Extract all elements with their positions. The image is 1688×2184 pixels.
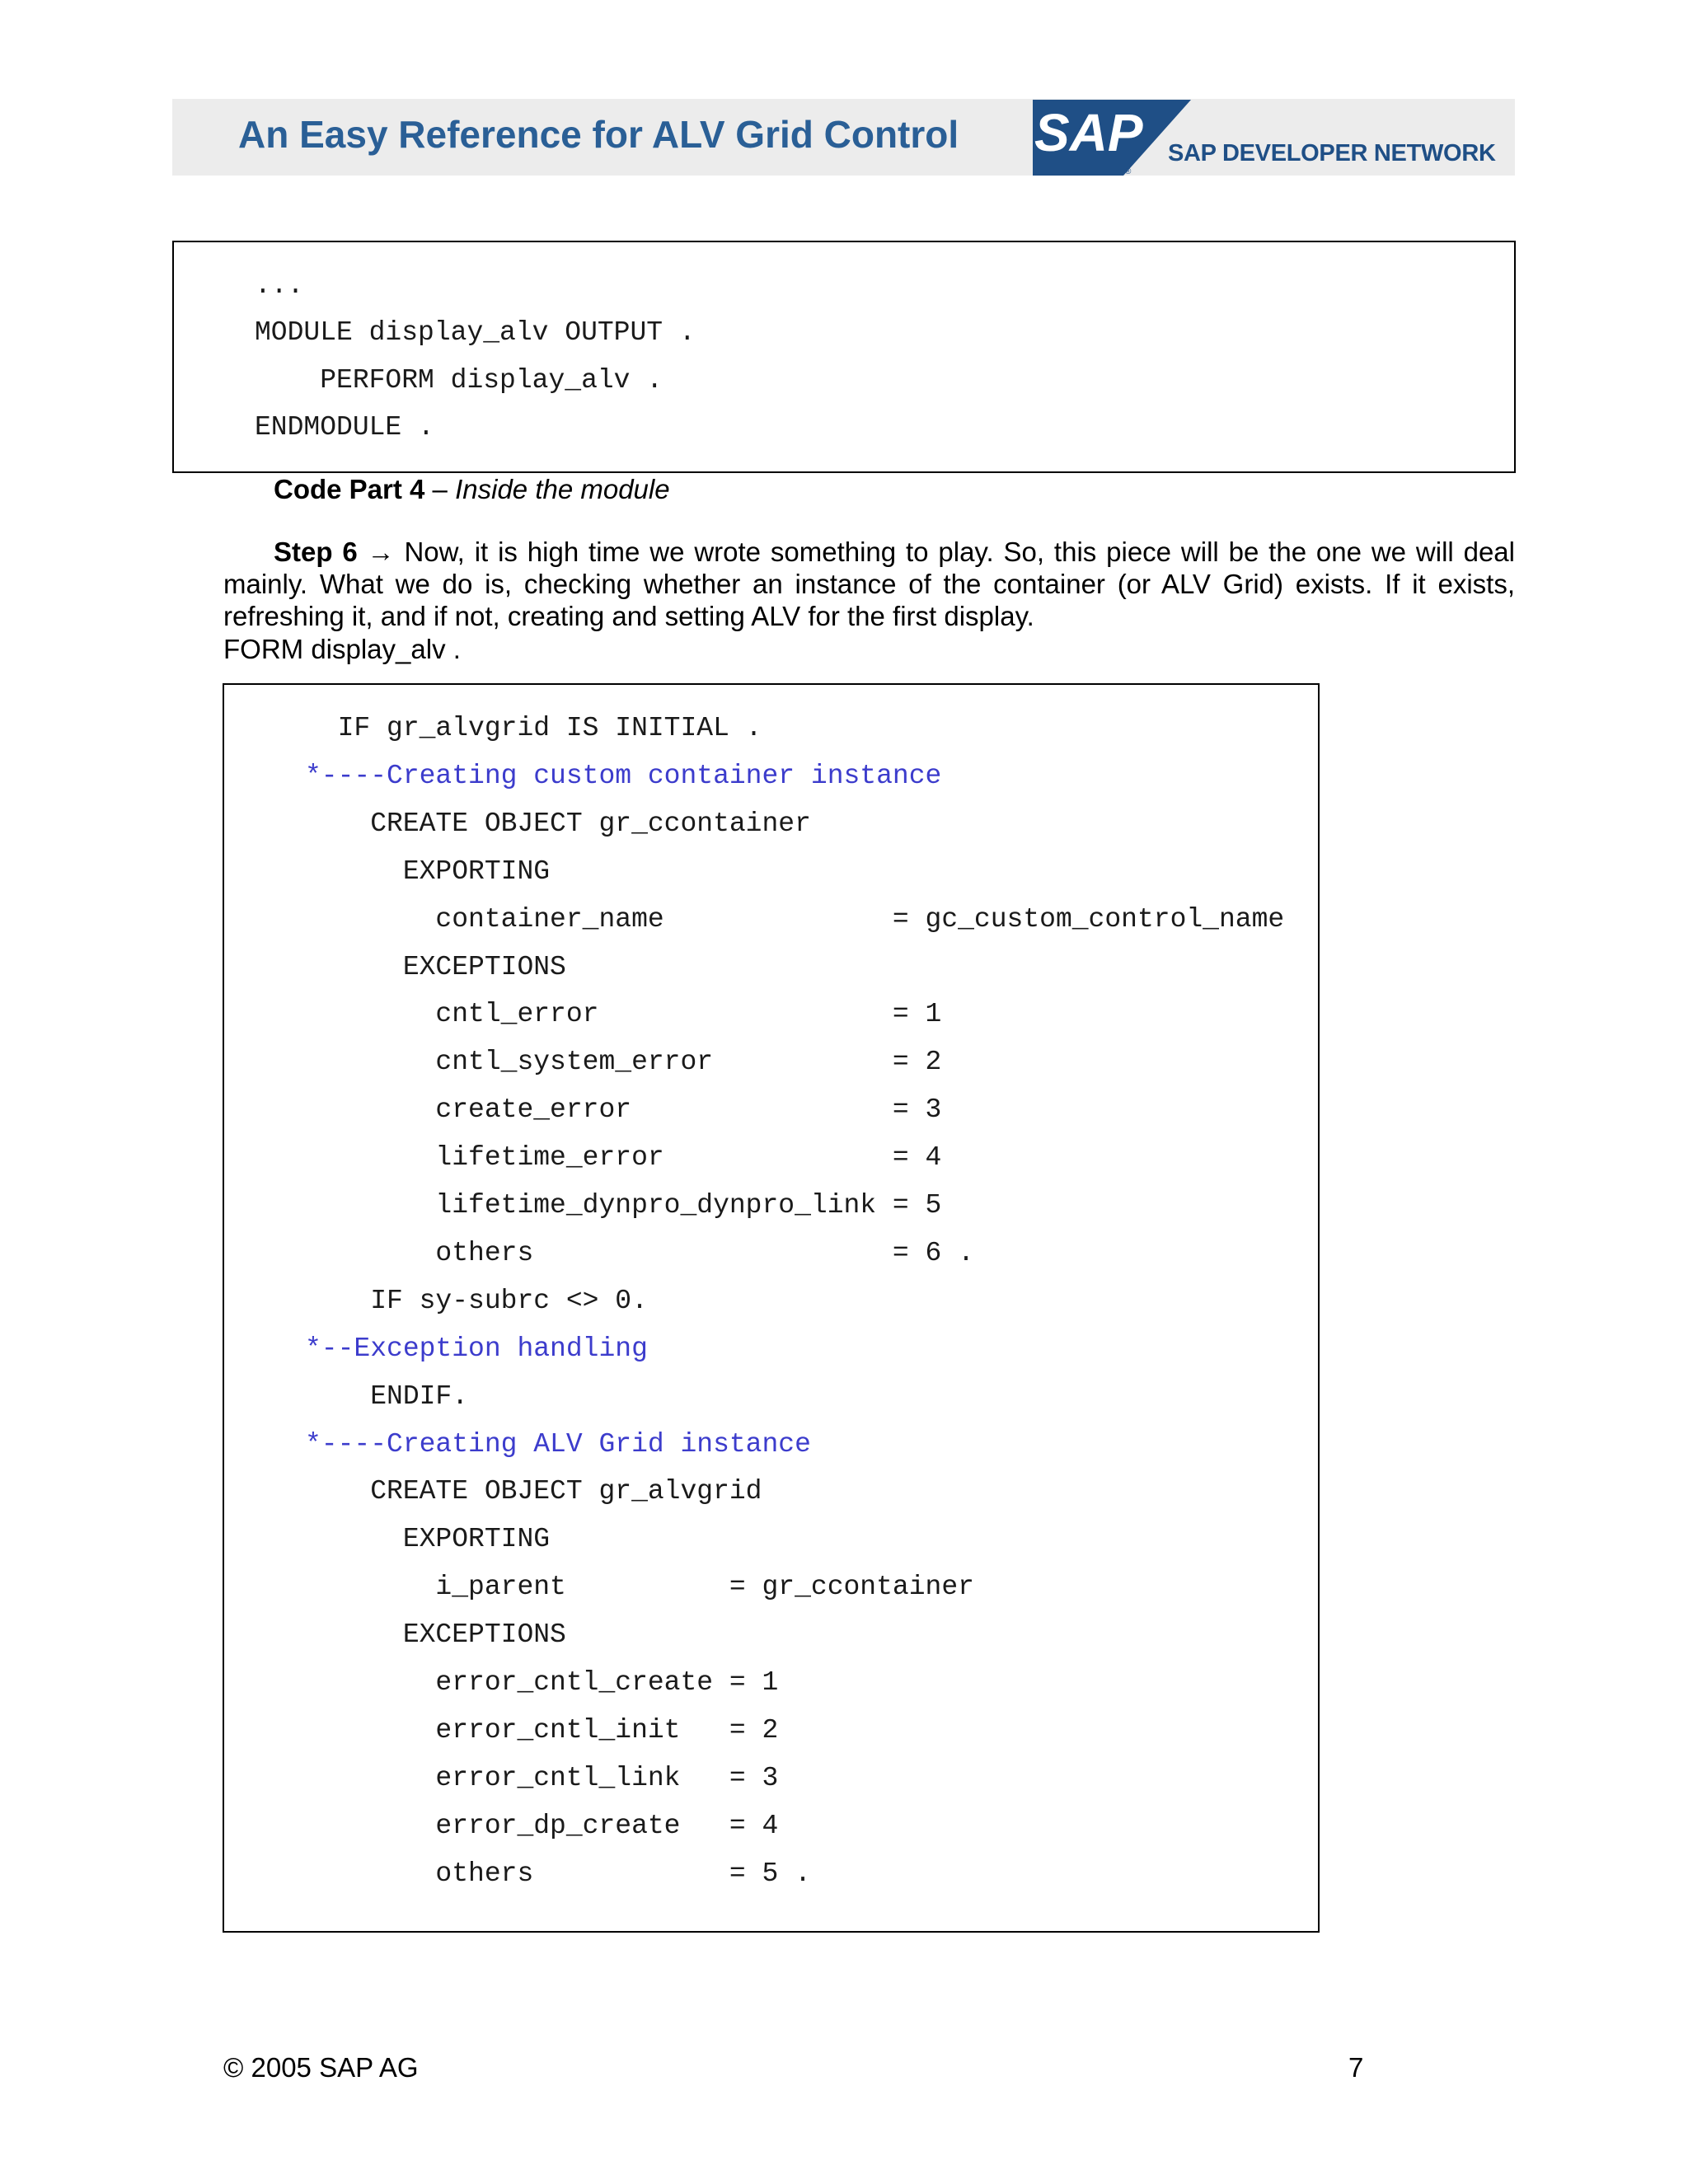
footer-copyright: © 2005 SAP AG xyxy=(223,2052,419,2083)
code-line: i_parent = gr_ccontainer xyxy=(305,1572,974,1602)
sap-logo-text: SAP xyxy=(1034,103,1143,162)
code-line: EXPORTING xyxy=(305,1524,551,1554)
code-line: MODULE display_alv OUTPUT . xyxy=(255,317,696,348)
code-line: CREATE OBJECT gr_ccontainer xyxy=(305,808,811,839)
code-line: EXCEPTIONS xyxy=(305,1619,566,1650)
sap-developer-network-label: SAP DEVELOPER NETWORK xyxy=(1168,140,1496,166)
form-statement: FORM display_alv . xyxy=(223,634,461,664)
code-line: error_cntl_link = 3 xyxy=(305,1763,779,1793)
code-line: lifetime_error = 4 xyxy=(305,1142,942,1173)
code-line: others = 6 . xyxy=(305,1238,974,1268)
footer-page-number: 7 xyxy=(1348,2052,1364,2083)
code-line: error_cntl_create = 1 xyxy=(305,1667,779,1698)
code-comment-line: *----Creating custom container instance xyxy=(305,761,942,791)
code-line: others = 5 . xyxy=(305,1858,811,1889)
code-line: PERFORM display_alv . xyxy=(255,365,663,396)
code-line: cntl_system_error = 2 xyxy=(305,1047,942,1077)
code-line: container_name = gc_custom_control_name xyxy=(305,904,1285,935)
code-comment-line: *----Creating ALV Grid instance xyxy=(305,1429,811,1460)
document-title: An Easy Reference for ALV Grid Control xyxy=(238,113,959,156)
code-line: error_dp_create = 4 xyxy=(305,1811,779,1841)
code-line: cntl_error = 1 xyxy=(305,999,942,1029)
code-line: ENDIF. xyxy=(305,1381,469,1412)
caption-text: Inside the module xyxy=(455,474,670,504)
code-line: ... xyxy=(255,270,304,301)
caption-dash: – xyxy=(424,474,456,504)
code-line: IF gr_alvgrid IS INITIAL . xyxy=(305,713,762,743)
step-paragraph xyxy=(223,536,1515,632)
svg-text:®: ® xyxy=(1125,167,1132,176)
code-comment-line: *--Exception handling xyxy=(305,1333,648,1364)
step-label: Step 6 → xyxy=(274,537,395,567)
code-line: create_error = 3 xyxy=(305,1094,942,1125)
code-caption xyxy=(274,474,670,505)
caption-label: Code Part 4 xyxy=(274,474,425,504)
code-line: IF sy-subrc <> 0. xyxy=(305,1286,648,1316)
code-line: ENDMODULE . xyxy=(255,412,434,443)
code-line: error_cntl_init = 2 xyxy=(305,1715,779,1746)
paragraph-line: Step 6 → Now, it is high time we wrote something to play. So, this piece will be the one we will deal xyxy=(274,537,1515,567)
code-line: EXPORTING xyxy=(305,856,551,887)
code-line: EXCEPTIONS xyxy=(305,952,566,982)
paragraph-line: mainly. What we do is, checking whether an instance of the container (or ALV Grid) exists. If it exists, xyxy=(223,569,1515,599)
code-line: CREATE OBJECT gr_alvgrid xyxy=(305,1476,762,1507)
code-line: lifetime_dynpro_dynpro_link = 5 xyxy=(305,1190,942,1221)
paragraph-line: refreshing it, and if not, creating and setting ALV for the first display. xyxy=(223,601,1034,631)
